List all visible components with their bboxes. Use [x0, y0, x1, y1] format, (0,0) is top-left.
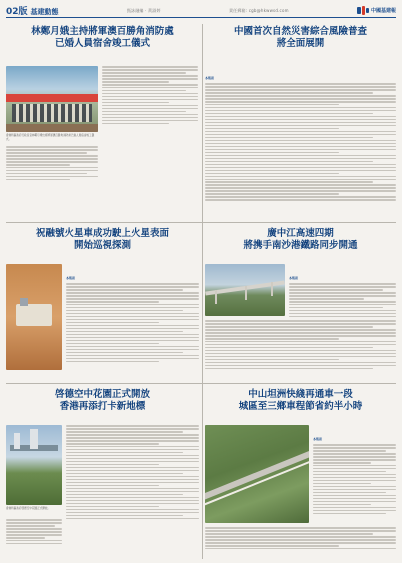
newspaper-logo	[357, 6, 396, 15]
article-body	[66, 264, 199, 374]
article-body	[205, 64, 396, 214]
article-title: 啓德空中花園正式開放 香港再添打卡新地標	[54, 389, 150, 412]
email-text: 責任郵箱: cgb@hkwwsd.com	[228, 7, 289, 13]
article-title: 林鄭月娥主持將軍澳百勝角消防處 已婚人員宿舍竣工儀式	[31, 26, 174, 49]
article-byline: 本報訊	[289, 276, 299, 280]
article-title: 祝融號火星車成功駛上火星表面 開始巡視探測	[35, 228, 169, 251]
article-2	[205, 26, 396, 216]
section-label	[6, 4, 59, 17]
article-byline: 本報訊	[205, 76, 215, 80]
article-body	[289, 264, 396, 318]
article-title: 中山坦洲快綫再通車一段 城區至三鄉車程節省約半小時	[238, 389, 363, 412]
article-5	[6, 389, 199, 559]
article-body	[66, 425, 199, 555]
section-divider	[6, 222, 396, 223]
article-photo	[205, 425, 309, 523]
column-divider	[202, 24, 203, 559]
article-photo	[6, 66, 98, 132]
page-number: 02版	[6, 7, 28, 17]
article-photo	[6, 425, 62, 505]
article-body-bottom	[6, 146, 98, 186]
article-body-bottom	[6, 519, 62, 555]
article-photo	[6, 264, 62, 370]
logo-text: 中國基建報	[370, 8, 396, 14]
article-body-bottom	[205, 320, 396, 374]
article-byline: 本報訊	[313, 437, 323, 441]
article-title: 廣中江高速四期 將携手南沙港鐵路同步開通	[243, 228, 358, 251]
article-6	[205, 389, 396, 559]
article-body	[102, 66, 198, 216]
article-body-bottom	[205, 527, 396, 557]
page-header	[6, 4, 396, 18]
article-4	[205, 228, 396, 378]
article-3	[6, 228, 199, 378]
section-divider	[6, 383, 396, 384]
section-name: 基建動態	[30, 8, 59, 16]
photo-caption: 香港特區政府啓德空中花園正式開放。	[6, 507, 51, 510]
article-1	[6, 26, 199, 216]
article-byline: 本報訊	[66, 276, 76, 280]
article-title: 中國首次自然災害綜合風險普查 將全面展開	[233, 26, 367, 49]
editor-text: 甄詠融編 · 黃淑婷	[126, 7, 161, 13]
article-photo	[205, 264, 285, 316]
article-body	[313, 425, 396, 525]
photo-caption: 香港特區政府行政長官林鄭月娥出席將軍澳百勝角消防處已婚人員宿舍竣工儀式。	[6, 134, 95, 141]
logo-icon	[357, 6, 369, 15]
